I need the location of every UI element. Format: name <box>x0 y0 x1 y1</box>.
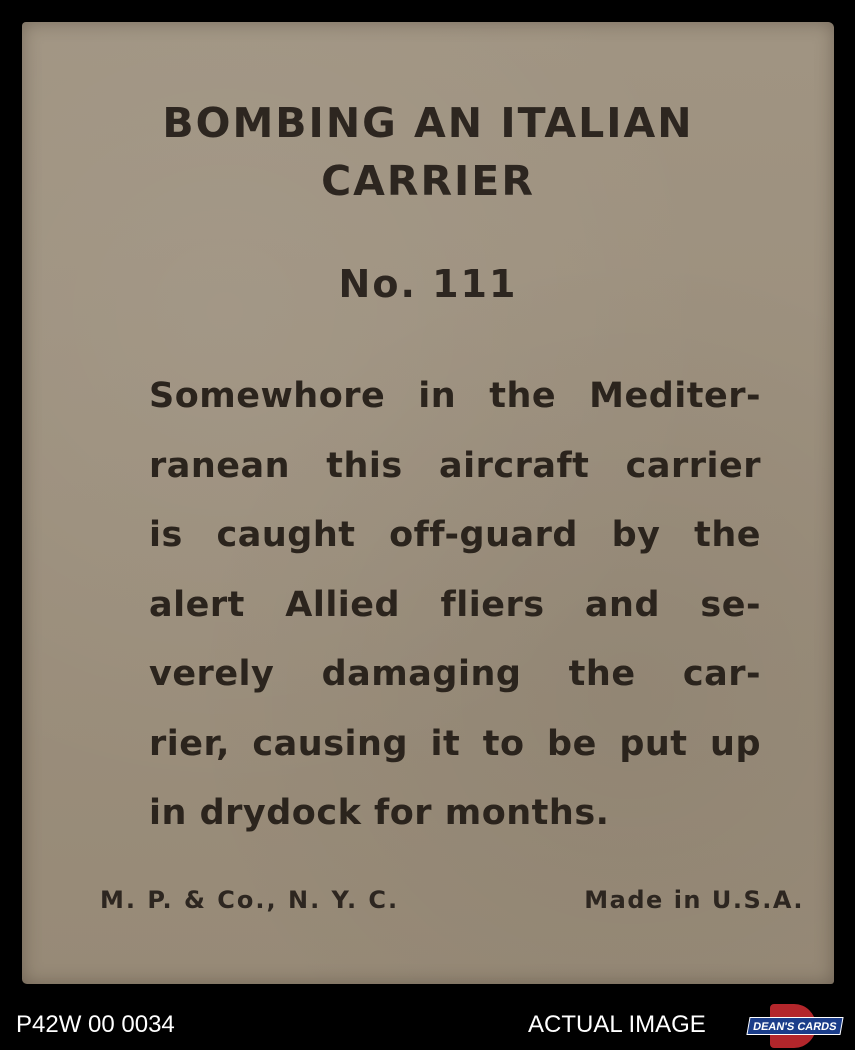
description-line: rier, causing it to be put up <box>149 723 761 764</box>
description-line: alert Allied fliers and se- <box>149 584 761 625</box>
description-line: ranean this aircraft carrier <box>149 445 761 486</box>
card-title <box>22 94 834 210</box>
description-line: verely damaging the car- <box>149 654 761 694</box>
description-line: in drydock for months. <box>149 793 610 833</box>
logo-wordmark: DEAN'S CARDS <box>746 1017 843 1035</box>
card-description <box>149 362 761 849</box>
actual-image-label: ACTUAL IMAGE <box>528 1011 706 1038</box>
card-back <box>22 22 834 984</box>
deans-cards-logo <box>748 1004 842 1048</box>
inventory-code: P42W 00 0034 <box>16 1011 175 1038</box>
description-line: Somewhore in the Mediter- <box>149 376 761 416</box>
description-line: is caught off-guard by the <box>149 515 761 555</box>
origin-imprint: Made in U.S.A. <box>584 886 804 914</box>
publisher-imprint: M. P. & Co., N. Y. C. <box>100 886 400 914</box>
card-title-line-1: BOMBING AN ITALIAN <box>162 99 694 147</box>
card-number: No. 111 <box>338 262 518 306</box>
card-title-line-2: CARRIER <box>321 157 535 205</box>
